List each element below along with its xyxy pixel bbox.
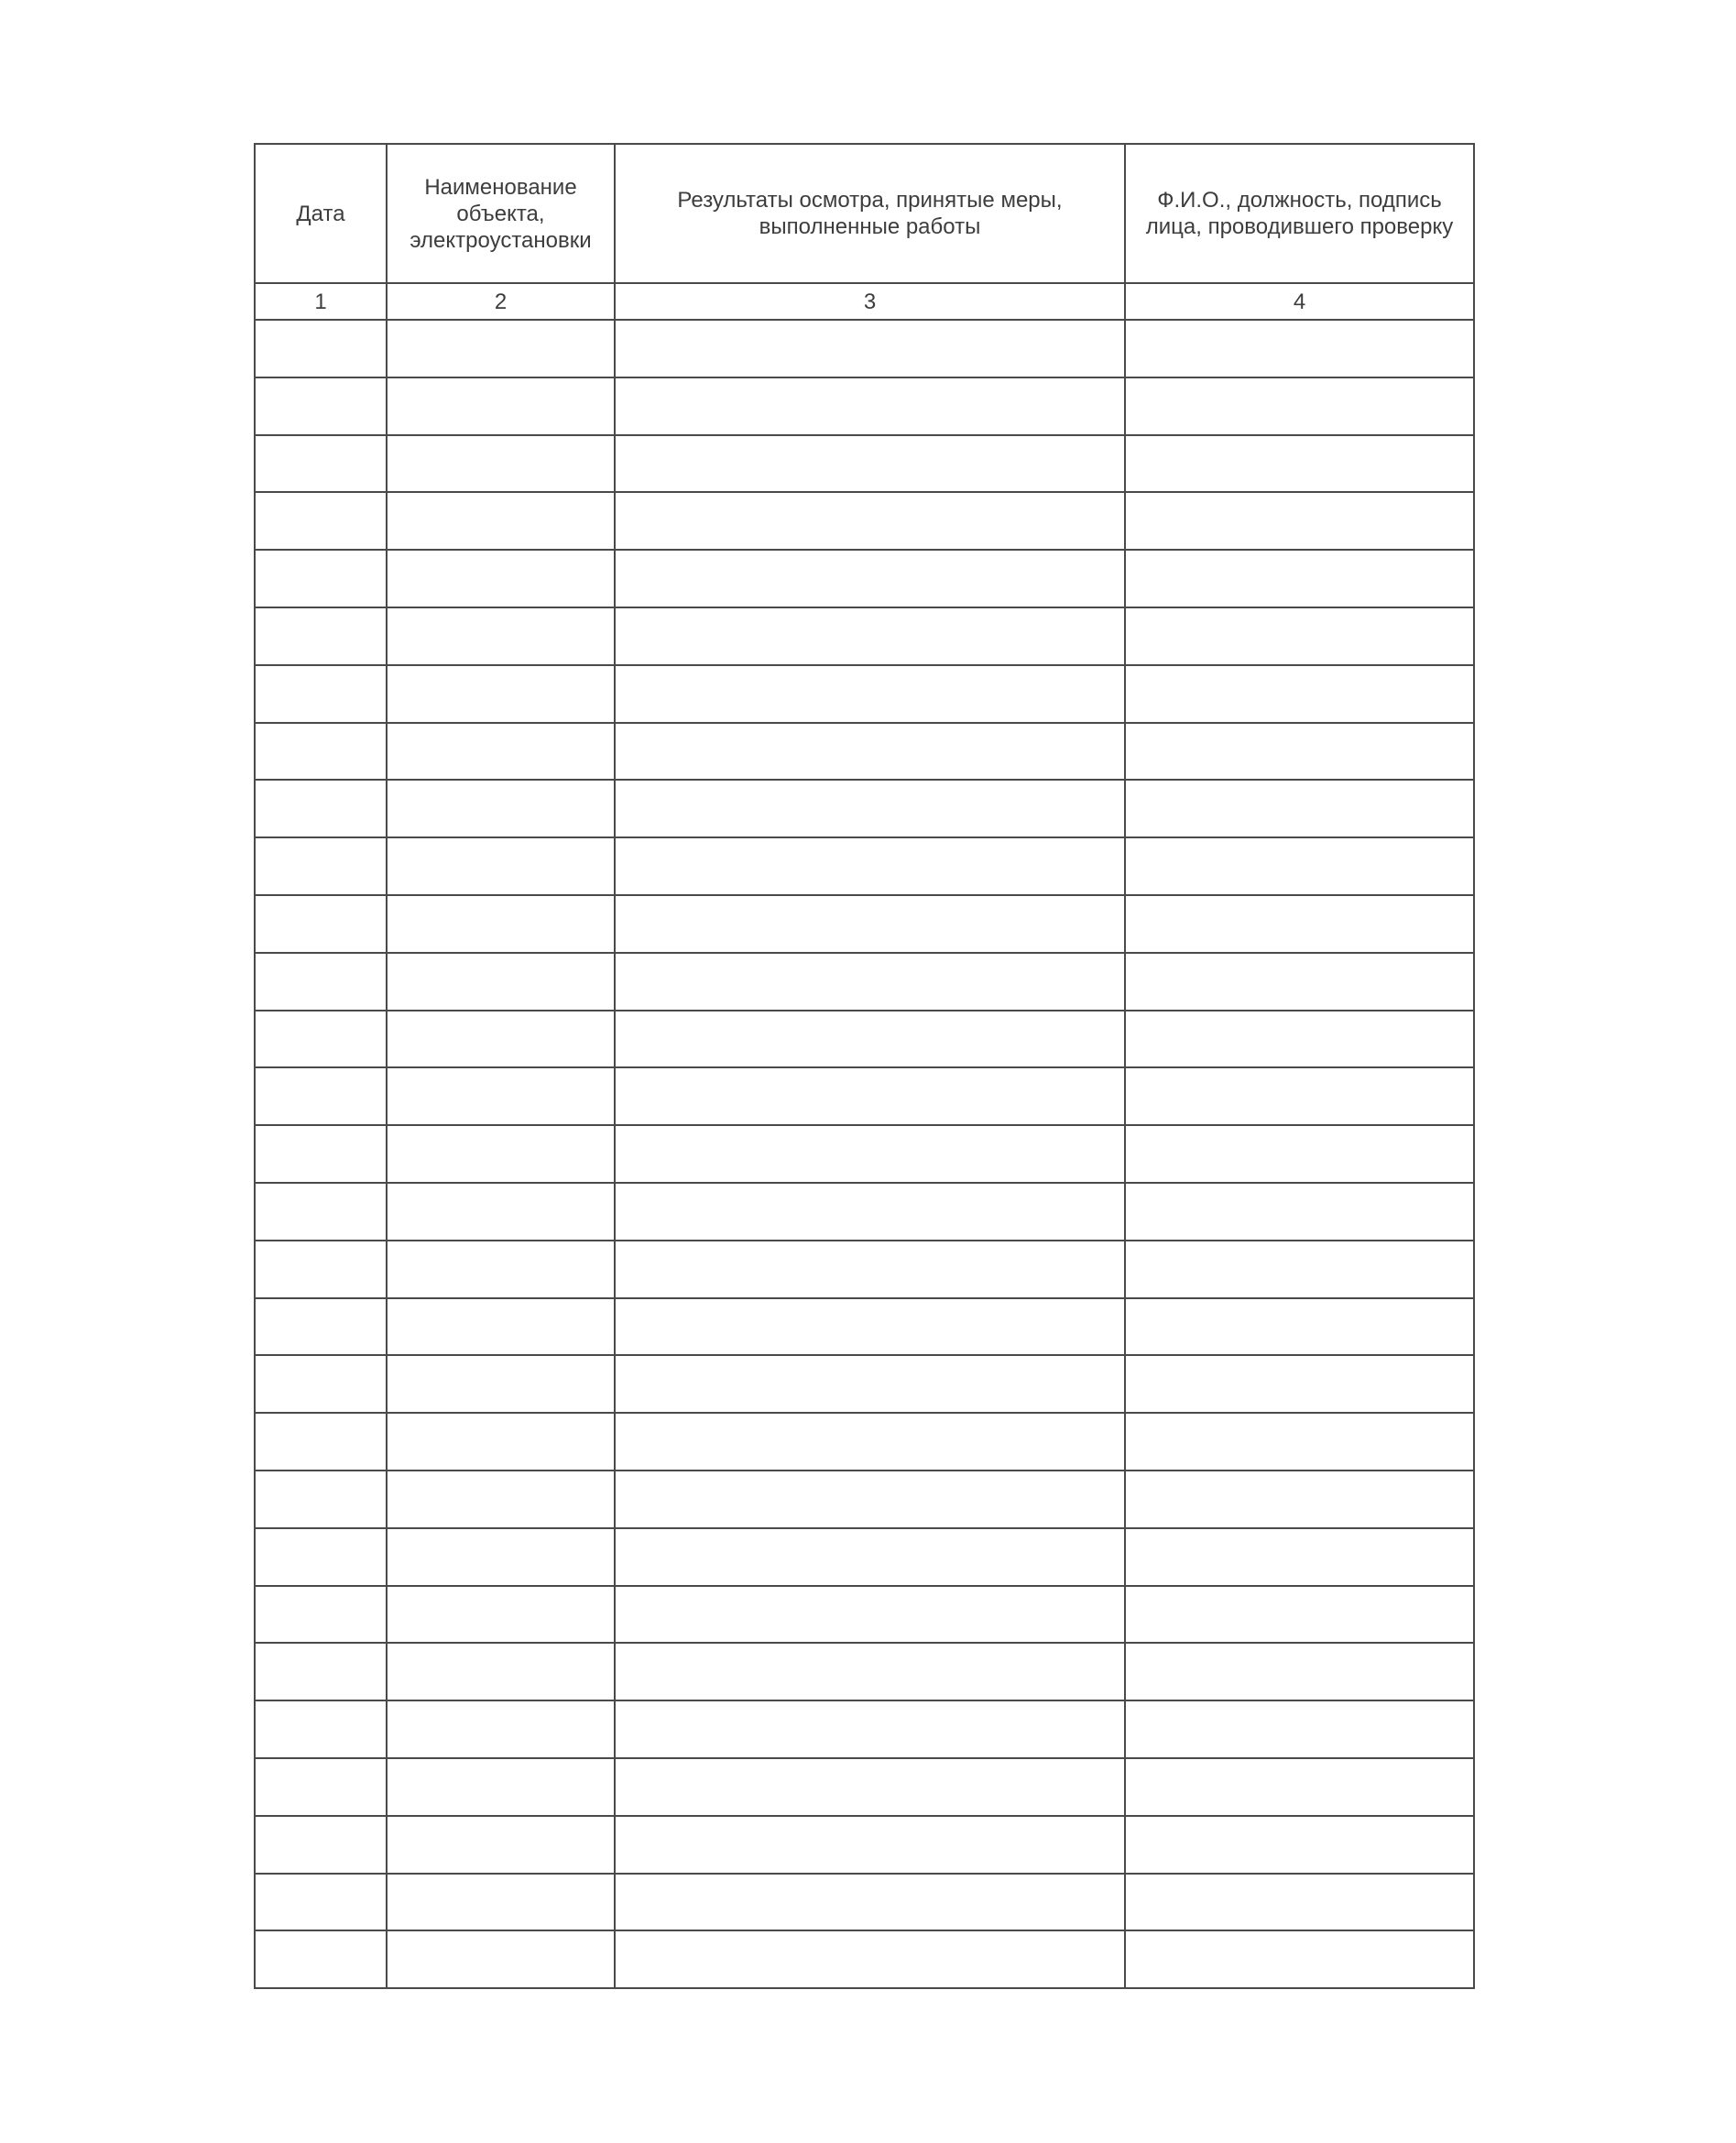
table-cell[interactable] (615, 1183, 1125, 1241)
table-cell[interactable] (255, 895, 387, 953)
header-date (255, 144, 387, 283)
table-cell[interactable] (387, 953, 615, 1011)
table-cell[interactable] (255, 320, 387, 377)
table-cell[interactable] (255, 1700, 387, 1758)
table-row (255, 1298, 1474, 1356)
table-cell[interactable] (255, 1930, 387, 1988)
table-cell[interactable] (387, 780, 615, 837)
table-cell[interactable] (1125, 1643, 1474, 1700)
table-cell[interactable] (1125, 895, 1474, 953)
table-row (255, 1758, 1474, 1816)
table-cell[interactable] (615, 1125, 1125, 1183)
table-cell[interactable] (1125, 492, 1474, 550)
table-cell[interactable] (255, 550, 387, 607)
table-cell[interactable] (615, 377, 1125, 435)
table-cell[interactable] (255, 1586, 387, 1644)
table-cell[interactable] (615, 550, 1125, 607)
table-cell[interactable] (1125, 607, 1474, 665)
table-cell[interactable] (615, 1011, 1125, 1068)
table-row (255, 1183, 1474, 1241)
table-cell[interactable] (1125, 837, 1474, 895)
table-cell[interactable] (615, 1643, 1125, 1700)
table-cell[interactable] (615, 665, 1125, 723)
table-row (255, 665, 1474, 723)
header-object-name (387, 144, 615, 283)
table-cell[interactable] (1125, 1874, 1474, 1931)
column-number: 3 (615, 283, 1125, 320)
table-cell[interactable] (615, 1700, 1125, 1758)
table-row (255, 1700, 1474, 1758)
table-cell[interactable] (1125, 1413, 1474, 1471)
table-cell[interactable] (615, 492, 1125, 550)
table-cell[interactable] (1125, 320, 1474, 377)
table-row (255, 377, 1474, 435)
table-cell[interactable] (387, 435, 615, 493)
table-cell[interactable] (615, 953, 1125, 1011)
table-cell[interactable] (1125, 435, 1474, 493)
log-sheet (254, 143, 1473, 1987)
table-cell[interactable] (255, 1874, 387, 1931)
table-cell[interactable] (255, 1471, 387, 1528)
table-cell[interactable] (387, 377, 615, 435)
inspection-log-table (254, 143, 1475, 1989)
table-cell[interactable] (1125, 1355, 1474, 1413)
table-cell[interactable] (615, 1758, 1125, 1816)
table-cell[interactable] (387, 1930, 615, 1988)
table-cell[interactable] (615, 320, 1125, 377)
table-cell[interactable] (387, 1355, 615, 1413)
table-cell[interactable] (255, 1241, 387, 1298)
table-cell[interactable] (255, 1643, 387, 1700)
table-cell[interactable] (387, 895, 615, 953)
table-cell[interactable] (387, 1011, 615, 1068)
table-row (255, 1586, 1474, 1644)
table-cell[interactable] (615, 1413, 1125, 1471)
table-cell[interactable] (1125, 1241, 1474, 1298)
table-cell[interactable] (255, 607, 387, 665)
table-cell[interactable] (1125, 1930, 1474, 1988)
table-row (255, 1067, 1474, 1125)
table-cell[interactable] (387, 1413, 615, 1471)
table-cell[interactable] (615, 1816, 1125, 1874)
table-cell[interactable] (1125, 1758, 1474, 1816)
table-cell[interactable] (255, 435, 387, 493)
table-cell[interactable] (1125, 1067, 1474, 1125)
table-cell[interactable] (1125, 1586, 1474, 1644)
table-cell[interactable] (387, 1183, 615, 1241)
log-body (255, 320, 1474, 1988)
table-cell[interactable] (255, 1011, 387, 1068)
table-cell[interactable] (1125, 665, 1474, 723)
table-cell[interactable] (1125, 1528, 1474, 1586)
table-cell[interactable] (387, 1125, 615, 1183)
table-row (255, 492, 1474, 550)
table-row (255, 1125, 1474, 1183)
table-cell[interactable] (615, 1874, 1125, 1931)
table-row (255, 1528, 1474, 1586)
table-cell[interactable] (1125, 1298, 1474, 1356)
table-cell[interactable] (615, 607, 1125, 665)
table-cell[interactable] (615, 1067, 1125, 1125)
table-cell[interactable] (615, 723, 1125, 781)
header-date-label: Дата (296, 201, 345, 226)
header-inspection-results-label: Результаты осмотра, принятые меры, выполненные работы (677, 188, 1063, 239)
table-cell[interactable] (387, 1241, 615, 1298)
table-cell[interactable] (255, 1528, 387, 1586)
table-cell[interactable] (1125, 1471, 1474, 1528)
column-number: 2 (387, 283, 615, 320)
table-cell[interactable] (1125, 1700, 1474, 1758)
table-cell[interactable] (387, 723, 615, 781)
table-cell[interactable] (615, 1298, 1125, 1356)
table-cell[interactable] (387, 607, 615, 665)
table-cell[interactable] (255, 780, 387, 837)
table-row (255, 1816, 1474, 1874)
header-inspector (1125, 144, 1474, 283)
table-cell[interactable] (1125, 1816, 1474, 1874)
table-cell[interactable] (255, 492, 387, 550)
table-cell[interactable] (615, 837, 1125, 895)
table-cell[interactable] (255, 1298, 387, 1356)
table-cell[interactable] (1125, 1011, 1474, 1068)
table-row (255, 1874, 1474, 1931)
table-cell[interactable] (615, 895, 1125, 953)
table-cell[interactable] (255, 837, 387, 895)
table-cell[interactable] (615, 1471, 1125, 1528)
table-cell[interactable] (255, 1413, 387, 1471)
table-cell[interactable] (255, 377, 387, 435)
table-row (255, 550, 1474, 607)
column-number-row (255, 283, 1474, 320)
table-cell[interactable] (615, 1930, 1125, 1988)
table-row (255, 1643, 1474, 1700)
table-cell[interactable] (387, 1700, 615, 1758)
table-cell[interactable] (255, 1125, 387, 1183)
header-row (255, 144, 1474, 283)
table-cell[interactable] (255, 953, 387, 1011)
table-cell[interactable] (387, 1298, 615, 1356)
table-cell[interactable] (387, 320, 615, 377)
table-cell[interactable] (255, 1816, 387, 1874)
table-cell[interactable] (615, 1586, 1125, 1644)
table-row (255, 607, 1474, 665)
table-cell[interactable] (255, 1355, 387, 1413)
table-cell[interactable] (255, 1183, 387, 1241)
table-cell[interactable] (255, 1067, 387, 1125)
table-row (255, 435, 1474, 493)
column-number: 1 (255, 283, 387, 320)
table-row (255, 780, 1474, 837)
table-cell[interactable] (387, 1643, 615, 1700)
table-cell[interactable] (1125, 723, 1474, 781)
header-object-name-label: Наименование объекта, электроустановки (409, 174, 592, 253)
table-row (255, 1241, 1474, 1298)
table-cell[interactable] (387, 1758, 615, 1816)
table-cell[interactable] (1125, 550, 1474, 607)
table-row (255, 953, 1474, 1011)
table-cell[interactable] (387, 1874, 615, 1931)
table-cell[interactable] (615, 1355, 1125, 1413)
table-row (255, 1413, 1474, 1471)
table-cell[interactable] (387, 837, 615, 895)
table-row (255, 1471, 1474, 1528)
header-inspection-results (615, 144, 1125, 283)
table-cell[interactable] (1125, 377, 1474, 435)
table-cell[interactable] (255, 723, 387, 781)
table-cell[interactable] (615, 435, 1125, 493)
table-cell[interactable] (387, 665, 615, 723)
table-cell[interactable] (387, 1586, 615, 1644)
table-cell[interactable] (387, 492, 615, 550)
table-cell[interactable] (1125, 1125, 1474, 1183)
table-cell[interactable] (387, 550, 615, 607)
table-row (255, 837, 1474, 895)
table-row (255, 1355, 1474, 1413)
table-row (255, 895, 1474, 953)
table-cell[interactable] (387, 1471, 615, 1528)
table-cell[interactable] (387, 1816, 615, 1874)
table-row (255, 320, 1474, 377)
table-row (255, 1011, 1474, 1068)
table-cell[interactable] (615, 1241, 1125, 1298)
table-cell[interactable] (255, 665, 387, 723)
table-cell[interactable] (387, 1528, 615, 1586)
table-cell[interactable] (615, 1528, 1125, 1586)
table-row (255, 1930, 1474, 1988)
table-cell[interactable] (615, 780, 1125, 837)
table-cell[interactable] (1125, 780, 1474, 837)
header-inspector-label: Ф.И.О., должность, подпись лица, проводившего проверку (1145, 188, 1454, 239)
table-cell[interactable] (255, 1758, 387, 1816)
table-cell[interactable] (1125, 953, 1474, 1011)
table-row (255, 723, 1474, 781)
table-cell[interactable] (387, 1067, 615, 1125)
column-number: 4 (1125, 283, 1474, 320)
table-cell[interactable] (1125, 1183, 1474, 1241)
